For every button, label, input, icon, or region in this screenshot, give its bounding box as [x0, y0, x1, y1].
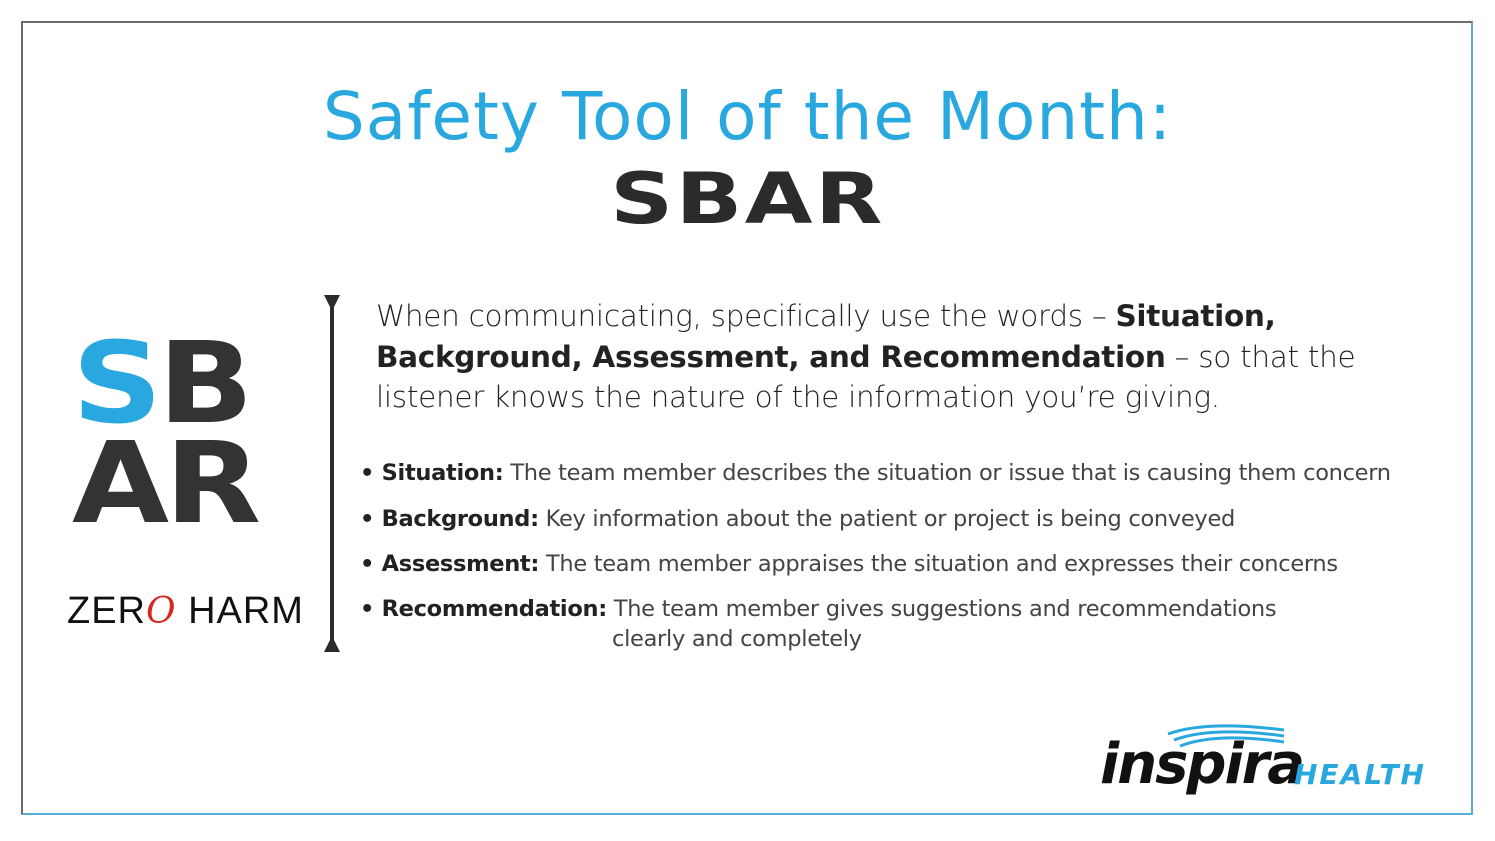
zero-harm-suffix: HARM: [176, 590, 304, 632]
sbar-logo-b: B: [157, 319, 250, 449]
inspira-wordmark: inspira: [1100, 732, 1304, 797]
bullet-text: Key information about the patient or project is being conveyed: [545, 506, 1235, 532]
page-title: Safety Tool of the Month:: [322, 78, 1173, 155]
bullet-assessment: [360, 551, 1338, 577]
bullet-text: The team member describes the situation or issue that is causing them concern: [510, 460, 1391, 486]
bullet-marker: •: [360, 460, 375, 486]
sbar-logo-row-2: AR: [72, 419, 257, 549]
bullet-marker: •: [360, 551, 375, 577]
bullet-label: Background:: [381, 506, 539, 532]
bullet-situation: [360, 460, 1391, 486]
intro-bold-terms: Situation, Background, Assessment, and Recommendation: [376, 299, 1276, 374]
bullet-label: Situation:: [381, 460, 504, 486]
bullet-marker: •: [360, 596, 375, 622]
sbar-logo: [72, 319, 288, 549]
bullet-text: The team member gives suggestions and recommendations: [613, 596, 1277, 622]
bullet-marker: •: [360, 506, 375, 532]
bullet-label: Recommendation:: [381, 596, 607, 622]
intro-text-2: – so that the listener knows the nature of the information you’re giving.: [376, 339, 1356, 414]
intro-paragraph: [376, 296, 1376, 418]
bracket-divider: [322, 293, 342, 654]
bullet-label: Assessment:: [381, 551, 540, 577]
bullet-background: [360, 506, 1235, 532]
bullet-recommendation-continued: clearly and completely: [612, 626, 862, 652]
health-wordmark: HEALTH: [1294, 758, 1426, 791]
bullet-text: The team member appraises the situation and expresses their concerns: [545, 551, 1338, 577]
bullet-recommendation: [360, 596, 1276, 622]
zero-harm-o: O: [146, 591, 177, 632]
inspira-health-logo: [1100, 722, 1445, 804]
zero-harm-prefix: ZER: [67, 590, 146, 632]
intro-text-1: When communicating, specifically use the words –: [376, 299, 1116, 333]
page-subtitle: SBAR: [610, 158, 885, 240]
zero-harm-logo: [67, 590, 304, 633]
sbar-logo-s: S: [72, 319, 158, 449]
